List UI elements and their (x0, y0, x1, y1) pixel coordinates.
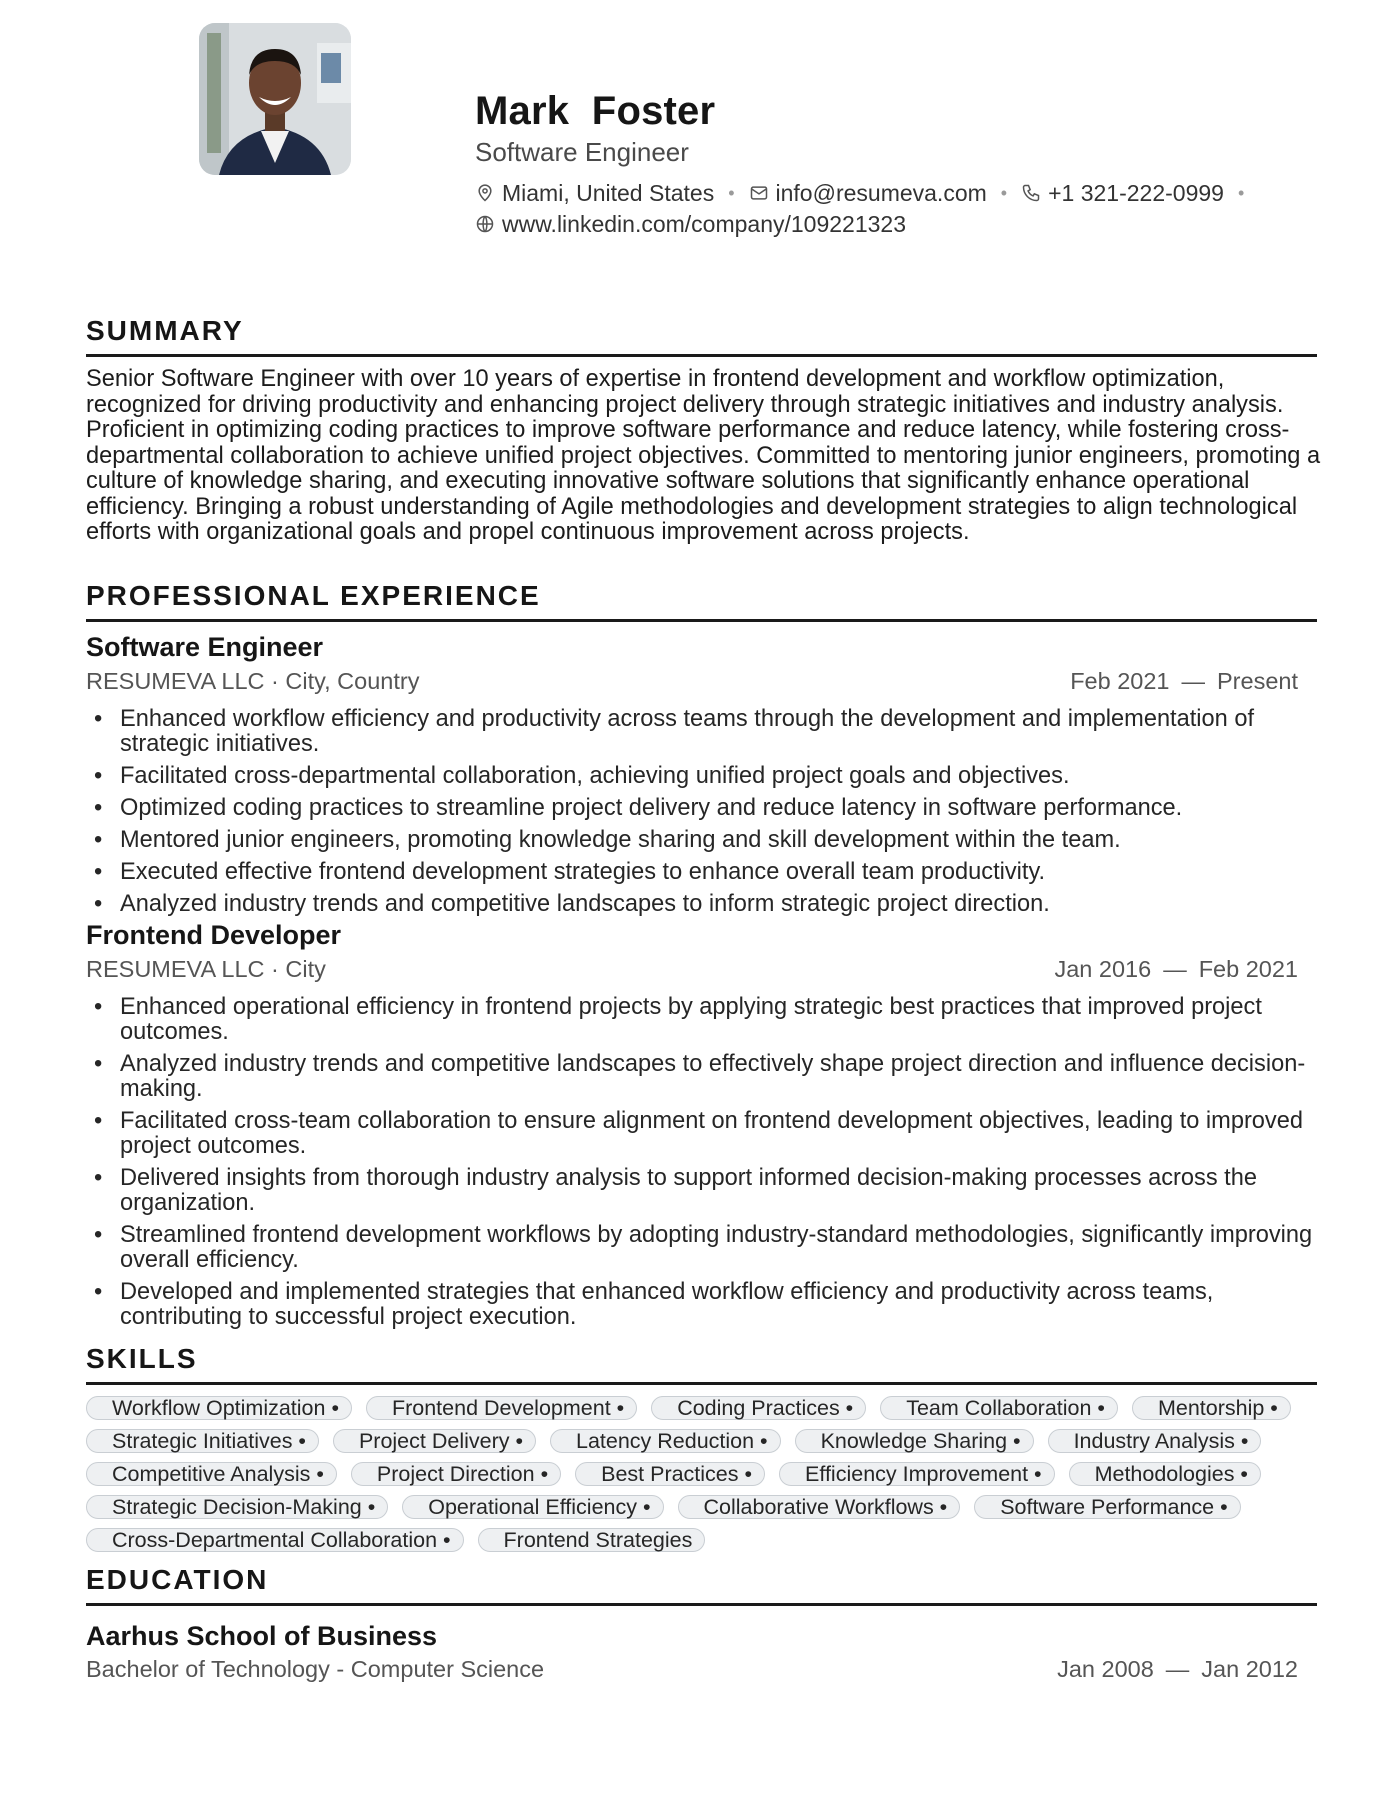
contact-line (475, 209, 906, 239)
bullet-item: • Facilitated cross-team collaboration to ensure alignment on frontend development objectives, leading to improved project outcomes. (86, 1109, 1326, 1159)
bullet-item: • Mentored junior engineers, promoting knowledge sharing and skill development within the team. (86, 828, 1326, 853)
phone-text[interactable]: +1 321-222-0999 (1048, 179, 1224, 206)
skill-chip: Competitive Analysis • (86, 1462, 337, 1486)
job-title: Frontend Developer (86, 920, 342, 950)
job-bullets (86, 995, 1326, 1337)
skill-chip: Operational Efficiency • (402, 1495, 663, 1519)
summary-text: Senior Software Engineer with over 10 years of expertise in frontend development and workflow optimization, recognized for driving productivity and enhancing project delivery through strategic initiatives and industry analysis. Proficient in optimizing coding practices to improve software performance and reduce latency, while fostering cross-departmental collaboration to achieve unified project objectives. Committed to mentoring junior engineers, promoting a culture of knowledge sharing, and executing innovative software solutions that significantly enhance operational efficiency. Bringing a robust understanding of Agile methodologies and development strategies to align technological efforts with organizational goals and propel continuous improvement across projects. (86, 366, 1321, 545)
email-text[interactable]: info@resumeva.com (775, 179, 987, 206)
skill-chip: Coding Practices • (651, 1396, 866, 1420)
contact-phone[interactable] (1021, 180, 1224, 207)
skill-chip: Latency Reduction • (550, 1429, 781, 1453)
education-end: Jan 2012 (1201, 1656, 1298, 1682)
bullet-item: • Developed and implemented strategies that enhanced workflow efficiency and productivity across teams, contributing to successful project execution. (86, 1280, 1326, 1330)
bullet-item: • Enhanced operational efficiency in frontend projects by applying strategic best practices that improved project outcomes. (86, 995, 1326, 1045)
envelope-icon (749, 183, 769, 203)
skill-chip: Knowledge Sharing • (795, 1429, 1034, 1453)
candidate-role: Software Engineer (475, 137, 689, 167)
education-dates (1057, 1656, 1298, 1683)
skill-chip: Workflow Optimization • (86, 1396, 352, 1420)
separator-dot: • (1000, 182, 1008, 203)
skill-chip: Collaborative Workflows • (678, 1495, 961, 1519)
skill-chip: Strategic Decision-Making • (86, 1495, 388, 1519)
skill-chip: Methodologies • (1069, 1462, 1261, 1486)
job-meta (86, 956, 1298, 983)
date-dash: — (1165, 1656, 1190, 1682)
education-school: Aarhus School of Business (86, 1621, 438, 1651)
skill-chip: Team Collaboration • (880, 1396, 1118, 1420)
contact-website[interactable] (475, 211, 906, 238)
job-end: Feb 2021 (1198, 956, 1298, 982)
contact-email[interactable] (749, 180, 987, 207)
bullet-item: • Facilitated cross-departmental collaboration, achieving unified project goals and objectives. (86, 764, 1326, 789)
skill-chip: Project Delivery • (333, 1429, 536, 1453)
skill-chip: Strategic Initiatives • (86, 1429, 319, 1453)
bullet-item: • Optimized coding practices to streamline project delivery and reduce latency in software performance. (86, 796, 1326, 821)
job-company: RESUMEVA LLC · City (86, 956, 326, 982)
separator-dot: • (1237, 182, 1245, 203)
globe-icon (475, 214, 495, 234)
phone-icon (1021, 183, 1041, 203)
section-title-experience: PROFESSIONAL EXPERIENCE (86, 579, 1317, 622)
job-bullets (86, 707, 1326, 924)
skill-chip: Cross-Departmental Collaboration • (86, 1528, 464, 1552)
skills-list (86, 1396, 1326, 1552)
contact-location (475, 180, 714, 207)
job-start: Feb 2021 (1070, 668, 1170, 694)
skill-chip: Mentorship • (1132, 1396, 1291, 1420)
education-meta (86, 1656, 1298, 1683)
bullet-item: • Enhanced workflow efficiency and productivity across teams through the development and implementation of strategic initiatives. (86, 707, 1326, 757)
bullet-item: • Streamlined frontend development workflows by adopting industry-standard methodologies, significantly improving overall efficiency. (86, 1223, 1326, 1273)
education-start: Jan 2008 (1057, 1656, 1154, 1682)
job-title: Software Engineer (86, 632, 324, 662)
profile-photo (199, 23, 351, 175)
job-end: Present (1217, 668, 1298, 694)
date-dash: — (1181, 668, 1205, 694)
map-pin-icon (475, 183, 495, 203)
separator-dot: • (728, 182, 735, 203)
bullet-item: • Delivered insights from thorough industry analysis to support informed decision-making processes across the organization. (86, 1166, 1326, 1216)
contact-line (475, 178, 1258, 208)
job-meta (86, 668, 1298, 695)
bullet-item: • Analyzed industry trends and competitive landscapes to effectively shape project direction and influence decision-making. (86, 1052, 1326, 1102)
skill-chip: Industry Analysis • (1048, 1429, 1262, 1453)
skill-chip: Efficiency Improvement • (779, 1462, 1055, 1486)
bullet-item: • Executed effective frontend development strategies to enhance overall team productivity. (86, 860, 1326, 885)
candidate-name: Mark Foster (475, 89, 716, 133)
job-dates (1070, 668, 1298, 695)
skill-chip: Frontend Development • (366, 1396, 637, 1420)
job-dates (1054, 956, 1298, 983)
job-company: RESUMEVA LLC · City, Country (86, 668, 420, 694)
section-title-summary: SUMMARY (86, 314, 1317, 357)
skill-chip: Best Practices • (575, 1462, 765, 1486)
skill-chip: Frontend Strategies (478, 1528, 706, 1552)
location-text: Miami, United States (502, 179, 715, 206)
section-title-education: EDUCATION (86, 1563, 1317, 1606)
education-degree: Bachelor of Technology - Computer Science (86, 1656, 545, 1682)
date-dash: — (1163, 956, 1187, 982)
website-text[interactable]: www.linkedin.com/company/109221323 (502, 210, 907, 237)
job-start: Jan 2016 (1054, 956, 1152, 982)
bullet-item: • Analyzed industry trends and competitive landscapes to inform strategic project direction. (86, 892, 1326, 917)
skill-chip: Project Direction • (351, 1462, 561, 1486)
section-title-skills: SKILLS (86, 1342, 1317, 1385)
skill-chip: Software Performance • (974, 1495, 1240, 1519)
